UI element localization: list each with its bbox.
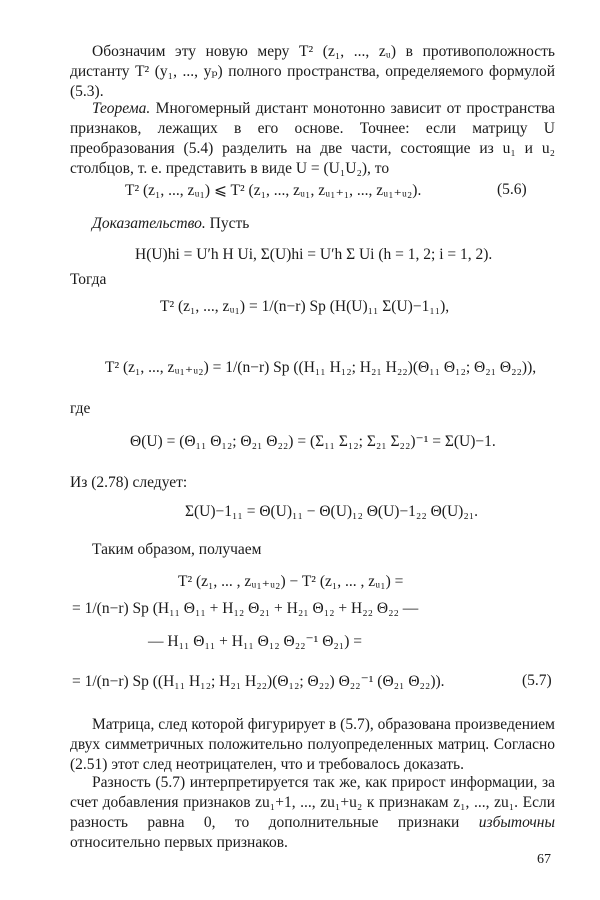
raznost-text-2: u₁+1, ..., zu₁+u₂ к признакам z₁, ..., zu₁. Если разность равна 0, то дополнительные признаки [70,794,556,831]
raznost-italic: избыточны [478,814,555,831]
theorem-heading: Теорема. [92,100,151,117]
paragraph-proof [70,214,555,234]
label-gde: где [70,400,91,417]
paragraph-theorem [70,99,555,179]
label-iz: Из (2.78) следует: [70,474,188,491]
equation-difference-line-4: = 1/(n−r) Sp ((H₁₁ H₁₂; H₂₁ H₂₂)(Θ₁₂; Θ₂₂) Θ₂₂⁻¹ (Θ₂₁ Θ₂₂)). [72,673,445,690]
proof-heading: Доказательство. [92,215,206,232]
page-number: 67 [537,852,551,867]
equation-t1: T² (z₁, ..., zᵤ₁) = 1/(n−r) Sp (H(U)₁₁ Σ(U)−1₁₁), [160,298,450,315]
equation-difference-line-2: = 1/(n−r) Sp (H₁₁ Θ₁₁ + H₁₂ Θ₂₁ + H₂₁ Θ₁₂ + H₂₂ Θ₂₂ — [72,600,419,617]
equation-5-6: T² (z₁, ..., zᵤ₁) ⩽ T² (z₁, ..., zᵤ₁, zᵤ₁₊₁, ..., zᵤ₁₊ᵤ₂). [125,182,422,199]
equation-theta: Θ(U) = (Θ₁₁ Θ₁₂; Θ₂₁ Θ₂₂) = (Σ₁₁ Σ₁₂; Σ₂₁ Σ₂₂)⁻¹ = Σ(U)−1. [130,433,496,450]
paragraph-raznost [70,773,555,853]
label-togda: Тогда [70,271,107,288]
paragraph-takim: Таким образом, получаем [92,541,262,558]
raznost-text-3: относительно первых признаков. [70,834,288,851]
equation-t2: T² (z₁, ..., zᵤ₁₊ᵤ₂) = 1/(n−r) Sp ((H₁₁ H₁₂; H₂₁ H₂₂)(Θ₁₁ Θ₁₂; Θ₂₁ Θ₂₂)), [105,359,537,376]
proof-text: Пусть [205,215,250,232]
equation-difference-line-1: T² (z₁, ... , zᵤ₁₊ᵤ₂) − T² (z₁, ... , zᵤ₁) = [178,573,404,590]
equation-number-5-7: (5.7) [522,672,552,689]
paragraph-intro: Обозначим эту новую меру T² (z₁, ..., zᵤ) в противоположность дистанту T² (y₁, ..., yₚ) полного пространства, определяемого формулой (5.3). [70,43,555,100]
equation-number-5-6: (5.6) [497,181,527,198]
equation-definitions: H(U)hi = U′h H Ui, Σ(U)hi = U′h Σ Ui (h = 1, 2; i = 1, 2). [135,246,493,263]
equation-difference-line-3: — H₁₁ Θ₁₁ + H₁₁ Θ₁₂ Θ₂₂⁻¹ Θ₂₁) = [148,633,362,650]
theorem-text: Многомерный дистант монотонно зависит от пространства признаков, лежащих в его основе. Точнее: если матрицу U преобразования (5.4) разделить на две части, состоящие из u₁ и u₂ столбцов, т. е. представить в виде U = (U₁U₂), то [70,100,555,177]
raznost-text-1: Разность (5.7) интерпретируется так же, как прирост информации, за счет добавления признаков z [70,774,555,811]
equation-sigma: Σ(U)−1₁₁ = Θ(U)₁₁ − Θ(U)₁₂ Θ(U)−1₂₂ Θ(U)₂₁. [185,503,479,520]
paragraph-matrix: Матрица, след которой фигурирует в (5.7), образована произведением двух симметричных положительно полуопределенных матриц. Согласно (2.51) этот след неотрицателен, что и требовалось доказать. [70,716,555,773]
